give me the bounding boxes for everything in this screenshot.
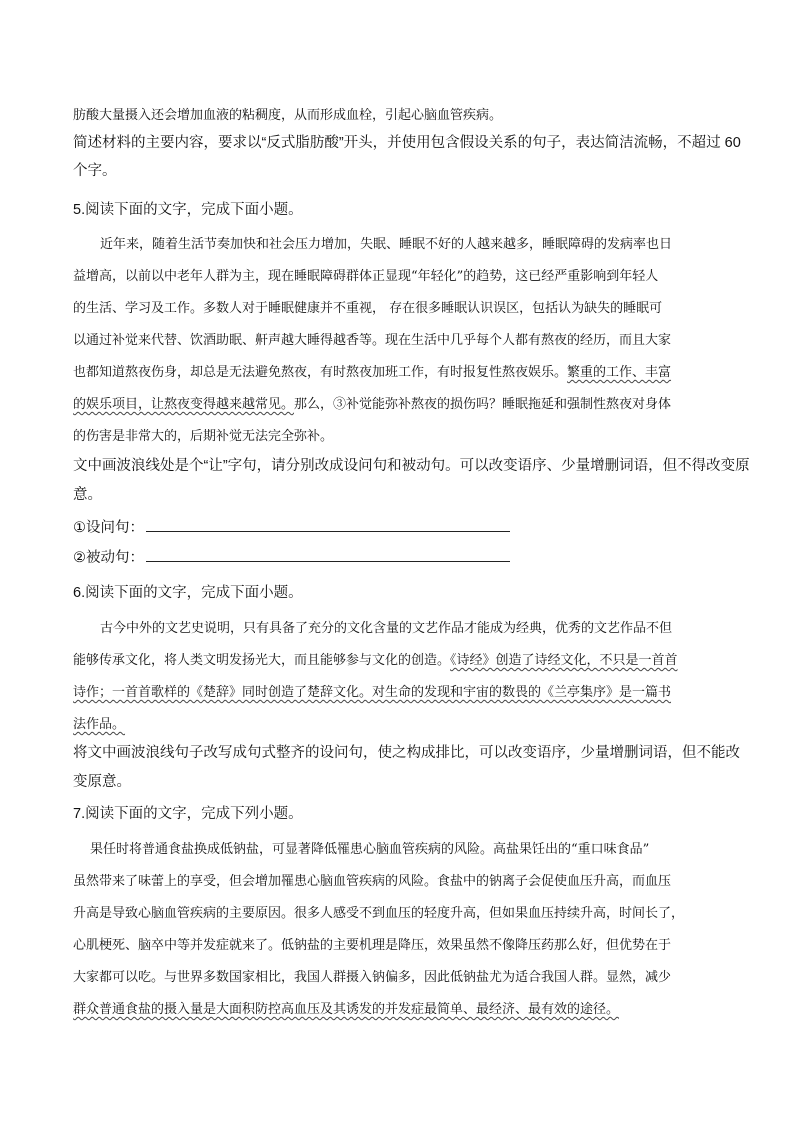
wavy-underlined-sentence: 群众普通食盐的摄入量是大面积防控高血压及其诱发的并发症最简单、最经济、最有效的途径。: [73, 1002, 620, 1017]
q5-passage-line: [73, 393, 671, 412]
wavy-underlined-sentence: 繁重的工作、丰富: [567, 365, 672, 380]
q5-passage-line: 益增高，以前以中老年人群为主，现在睡眠障碍群体正显现“年轻化”的趋势，这已经严重影响到年轻人: [73, 269, 659, 284]
wavy-underlined-sentence: 《诗经》创造了诗经文化，不只是一首首: [450, 653, 678, 668]
q7-passage-line: 大家都可以吃。与世界多数国家相比，我国人群摄入钠偏多，因此低钠盐尤为适合我国人群。显然，减少: [73, 970, 672, 985]
answer-label: ①设问句：: [73, 520, 144, 536]
q6-passage-line: 古今中外的文艺史说明，只有具备了充分的文化含量的文艺作品才能成为经典，优秀的文艺作品不但: [100, 621, 673, 636]
q5-passage-line: [73, 361, 671, 380]
answer-blank[interactable]: [146, 519, 510, 532]
answer-line-rhetorical-question: [73, 516, 510, 537]
q6-passage-line: [73, 649, 678, 668]
wavy-underlined-sentence: 法作品。: [73, 717, 126, 732]
q7-passage-line: [73, 998, 619, 1017]
q4-instruction-line: 简述材料的主要内容，要求以“反式脂肪酸”开头，并使用包含假设关系的句子，表达简洁流畅，不超过 60: [73, 135, 741, 151]
answer-line-passive: [73, 546, 510, 567]
q5-instruction-line: 意。: [73, 487, 102, 503]
q6-instruction-line: 变原意。: [73, 774, 131, 790]
q5-passage-line: 以通过补觉来代替、饮酒助眠、鼾声越大睡得越香等。现在生活中几乎每个人都有熬夜的经历，而且大家: [73, 333, 672, 348]
passage-text: 能够传承文化，将人类文明发扬光大，而且能够参与文化的创造。: [73, 653, 451, 668]
answer-blank[interactable]: [146, 549, 510, 562]
q5-heading: 5.阅读下面的文字，完成下面小题。: [73, 202, 303, 218]
wavy-underlined-sentence: 诗作；一首首歌样的《楚辞》同时创造了楚辞文化。对生命的发现和宇宙的数畏的《兰亭集序》是一篇书: [73, 685, 672, 700]
passage-text: 那么，③补觉能弥补熬夜的损伤吗？睡眠拖延和强制性熬夜对身体: [294, 397, 672, 412]
q6-instruction-line: 将文中画波浪线句子改写成句式整齐的设问句，使之构成排比，可以改变语序，少量增删词语，但不能改: [73, 745, 740, 761]
q6-passage-line: [73, 681, 671, 700]
q6-passage-line: [73, 713, 125, 732]
q7-heading: 7.阅读下面的文字，完成下列小题。: [73, 806, 303, 822]
q4-instruction-line: 个字。: [73, 163, 117, 179]
q7-passage-line: 升高是导致心脑血管疾病的主要原因。很多人感受不到血压的轻度升高，但如果血压持续升高，时间长了，: [73, 906, 685, 921]
answer-label: ②被动句：: [73, 550, 144, 566]
wavy-underlined-sentence: 的娱乐项目，让熬夜变得越来越常见。: [73, 397, 295, 412]
q7-passage-line: 心肌梗死、脑卒中等并发症就来了。低钠盐的主要机理是降压，效果虽然不像降压药那么好，但优势在于: [73, 938, 672, 953]
q7-passage-line: 虽然带来了味蕾上的享受，但会增加罹患心脑血管疾病的风险。食盐中的钠离子会促使血压升高，而血压: [73, 874, 672, 889]
passage-text: 也都知道熬夜伤身，却总是无法避免熬夜，有时熬夜加班工作，有时报复性熬夜娱乐。: [73, 365, 568, 380]
q5-instruction-line: 文中画波浪线处是个“让”字句，请分别改成设问句和被动句。可以改变语序、少量增删词语，但不得改变原: [73, 458, 750, 474]
q5-passage-line: 的生活、学习及工作。多数人对于睡眠健康并不重视， 存在很多睡眠认识误区，包括认为缺失的睡眠可: [73, 301, 663, 316]
q5-passage-line: 的伤害是非常大的，后期补觉无法完全弥补。: [73, 429, 334, 444]
q5-passage-line: 近年来，随着生活节奏加快和社会压力增加，失眠、睡眠不好的人越来越多，睡眠障碍的发病率也日: [100, 237, 673, 252]
passage-continuation-line: 肪酸大量摄入还会增加血液的粘稠度，从而形成血栓，引起心脑血管疾病。: [73, 108, 503, 123]
q7-passage-line: 果任时将普通食盐换成低钠盐，可显著降低罹患心脑血管疾病的风险。高盐果饪出的“重口味食品”: [90, 842, 650, 857]
q6-heading: 6.阅读下面的文字，完成下面小题。: [73, 585, 303, 601]
